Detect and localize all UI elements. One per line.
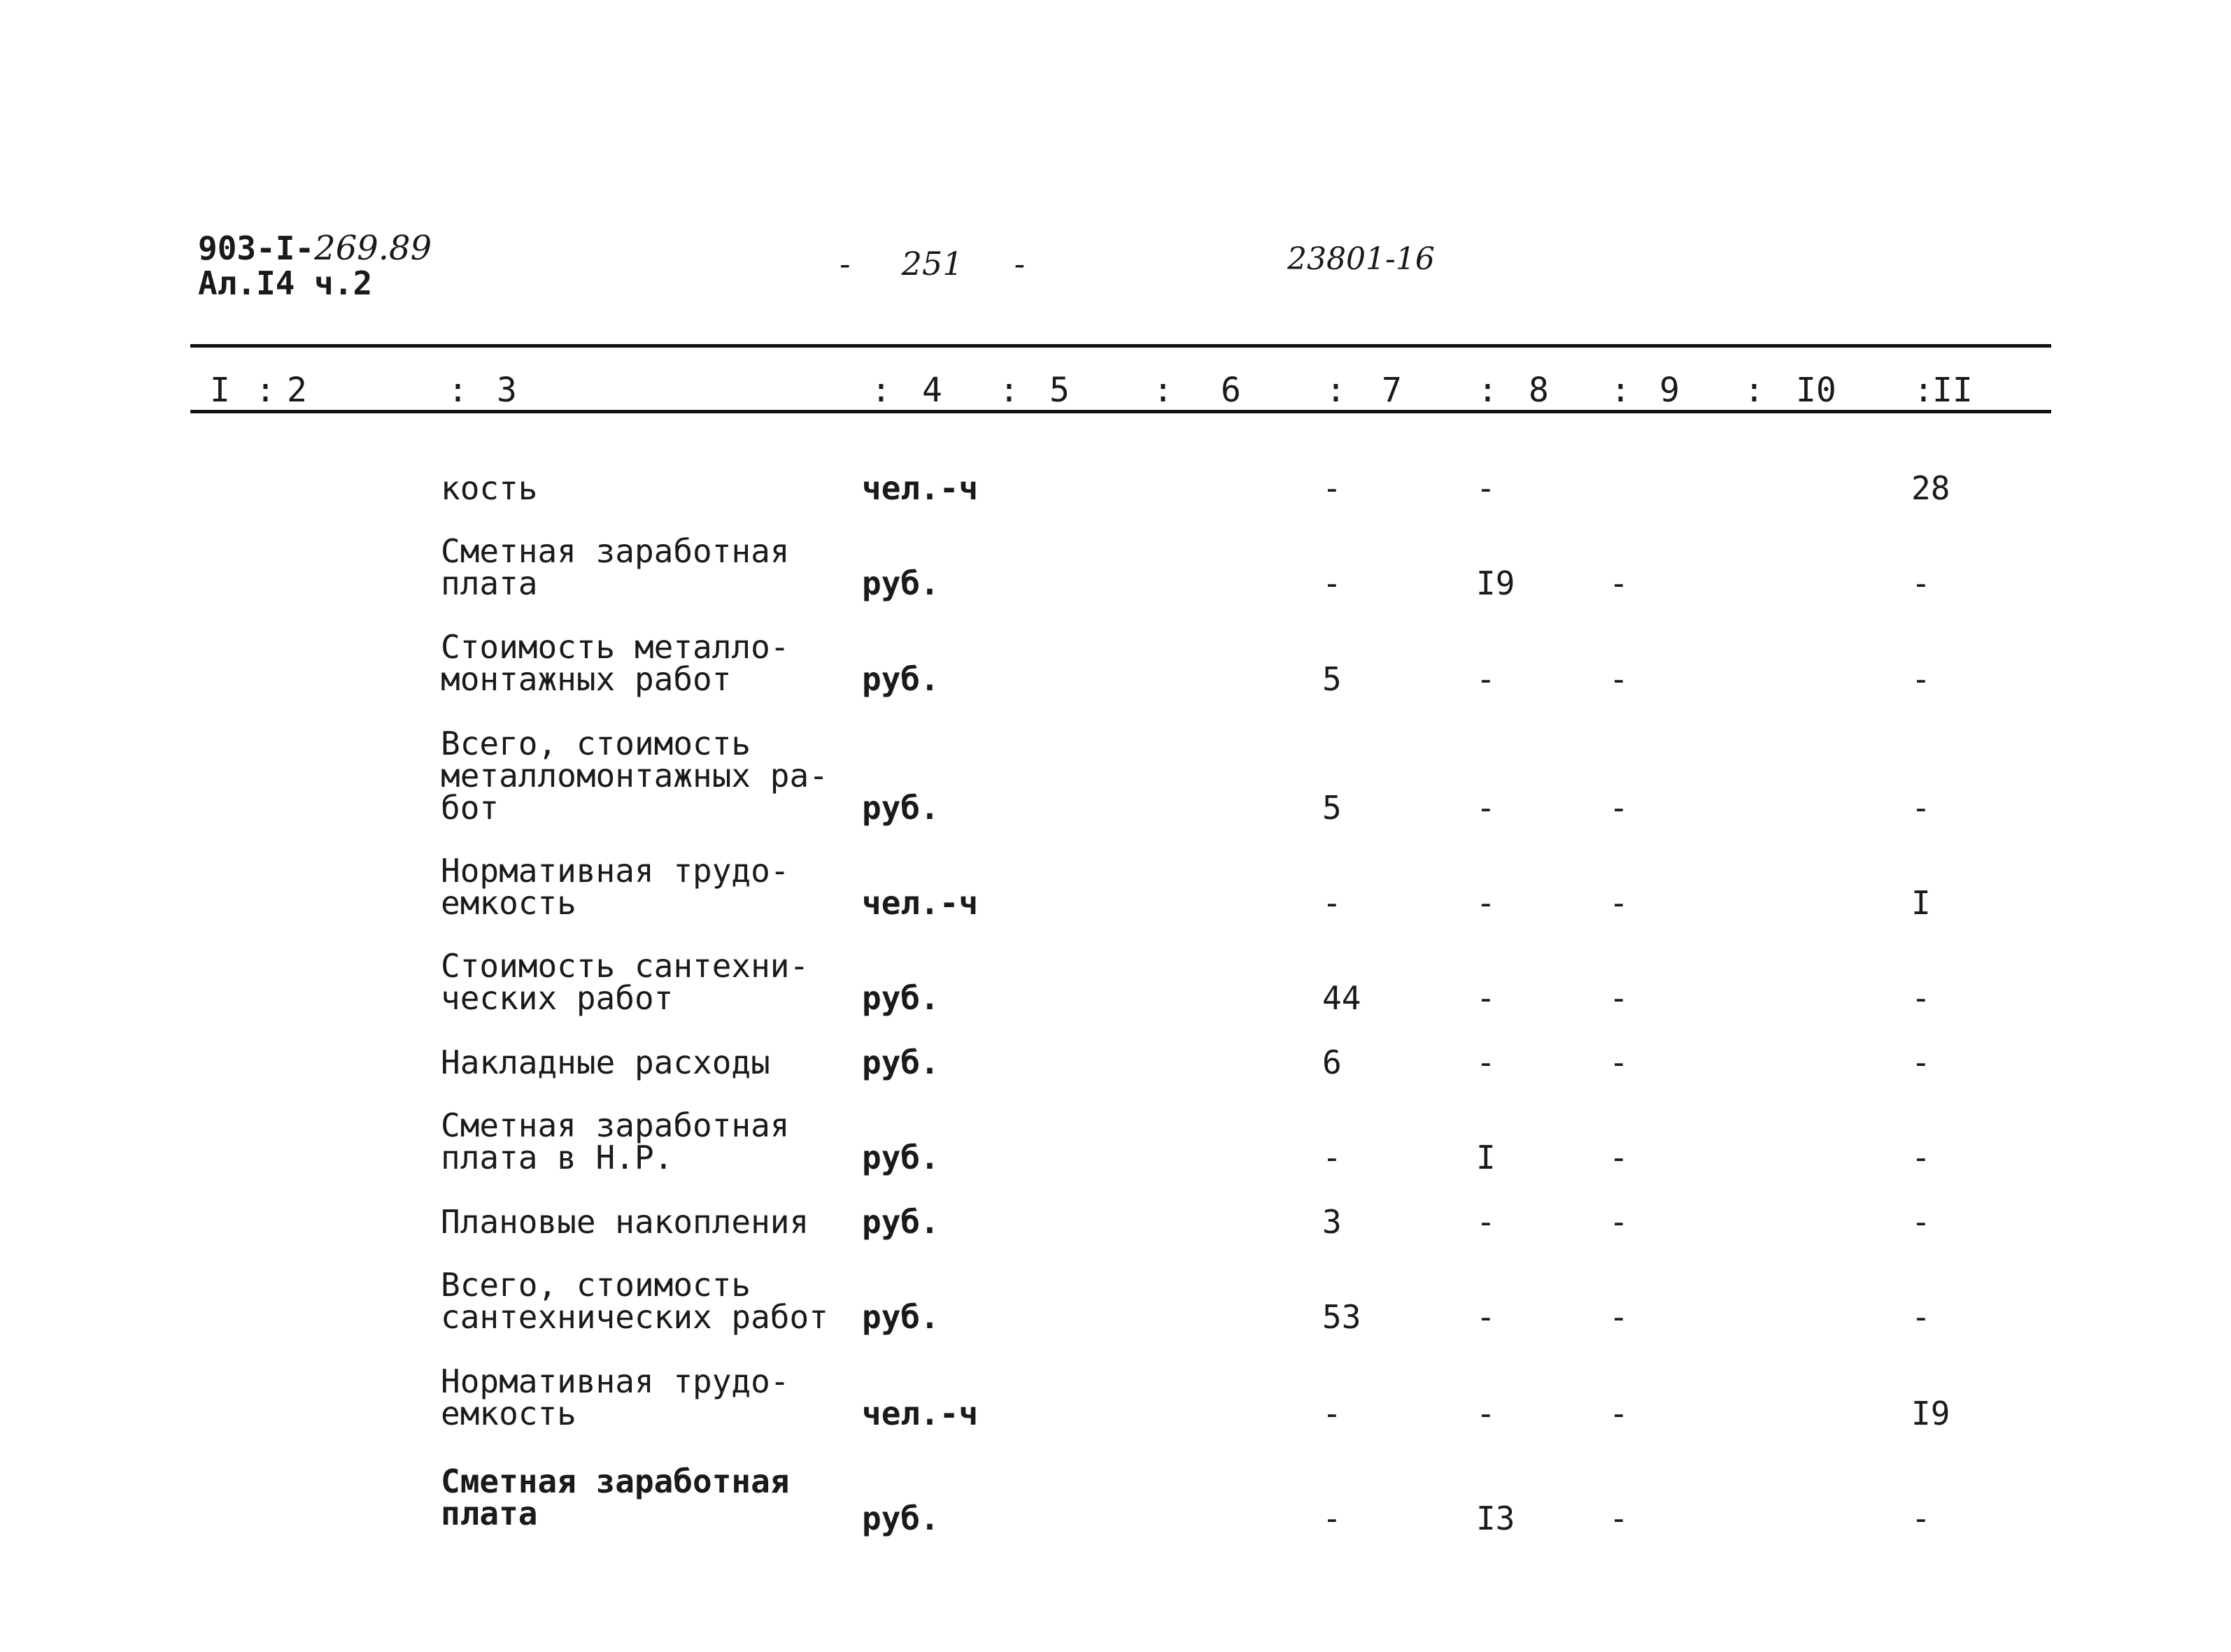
row-col7-value: - [1322, 1395, 1342, 1432]
row-col7-value: - [1322, 1500, 1342, 1537]
row-description: Нормативная трудо- емкость [441, 852, 790, 922]
document-code-handwritten: 269.89 [314, 229, 432, 268]
col-separator: : [871, 371, 891, 410]
document-code-printed: 903-I- [198, 229, 315, 267]
row-col9-value: - [1609, 1139, 1629, 1176]
row-unit: руб. [862, 979, 940, 1017]
col-header-8: 8 [1529, 371, 1549, 410]
row-unit: руб. [862, 1044, 940, 1081]
row-col7-value: 53 [1322, 1298, 1361, 1336]
row-col9-value: - [1609, 789, 1629, 827]
row-col7-value: 5 [1322, 660, 1342, 698]
row-col7-value: 44 [1322, 979, 1361, 1017]
row-col8-value: - [1476, 1044, 1496, 1081]
row-description: Всего, стоимость сантехнических работ [441, 1266, 828, 1336]
row-unit: чел.-ч [862, 1395, 979, 1432]
col-header-2: 2 [287, 371, 307, 410]
row-col9-value: - [1609, 979, 1629, 1017]
row-col11-value: - [1911, 789, 1931, 827]
page-dash-right: - [1014, 245, 1026, 283]
row-unit: руб. [862, 789, 940, 827]
row-col11-value: - [1911, 564, 1931, 602]
col-separator: : [1610, 371, 1631, 410]
page-number-block [840, 245, 1025, 283]
row-col7-value: - [1322, 884, 1342, 922]
row-col9-value: - [1609, 884, 1629, 922]
row-col7-value: 3 [1322, 1203, 1342, 1241]
row-description: Сметная заработная плата в Н.Р. [441, 1106, 790, 1176]
row-col7-value: 5 [1322, 789, 1342, 827]
row-col7-value: 6 [1322, 1044, 1342, 1081]
row-col11-value: - [1911, 1203, 1931, 1241]
row-col9-value: - [1609, 660, 1629, 698]
col-separator: : [448, 371, 468, 410]
row-col8-value: - [1476, 660, 1496, 698]
col-header-10: I0 [1796, 371, 1836, 410]
row-col11-value: - [1911, 1500, 1931, 1537]
row-unit: руб. [862, 564, 940, 602]
col-separator: : [1913, 371, 1934, 410]
inventory-number: 23801-16 [1287, 241, 1435, 277]
col-header-9: 9 [1659, 371, 1680, 410]
row-col11-value: - [1911, 1044, 1931, 1081]
col-separator: : [1153, 371, 1173, 410]
col-header-11: II [1932, 371, 1973, 410]
row-description: Всего, стоимость металломонтажных ра- бот [441, 725, 828, 827]
col-header-3: 3 [497, 371, 517, 410]
col-separator: : [1326, 371, 1346, 410]
row-description: Сметная заработная плата [441, 532, 790, 602]
col-header-7: 7 [1382, 371, 1402, 410]
row-col9-value: - [1609, 1500, 1629, 1537]
row-col7-value: - [1322, 564, 1342, 602]
row-col9-value: - [1609, 564, 1629, 602]
row-col11-value: - [1911, 1298, 1931, 1336]
col-header-5: 5 [1049, 371, 1070, 410]
row-col11-value: 28 [1911, 469, 1950, 507]
col-separator: : [1478, 371, 1498, 410]
row-col11-value: - [1911, 979, 1931, 1017]
row-description: Нормативная трудо- емкость [441, 1362, 790, 1432]
row-unit: руб. [862, 1203, 940, 1241]
row-col9-value: - [1609, 1044, 1629, 1081]
row-col11-value: - [1911, 660, 1931, 698]
row-unit: руб. [862, 1139, 940, 1176]
row-col8-value: - [1476, 789, 1496, 827]
row-col8-value: - [1476, 1298, 1496, 1336]
row-col8-value: - [1476, 1203, 1496, 1241]
table-top-rule [190, 344, 2051, 348]
row-col9-value: - [1609, 1203, 1629, 1241]
album-label: Ал.I4 ч.2 [198, 264, 373, 302]
row-col8-value: - [1476, 979, 1496, 1017]
row-col8-value: - [1476, 1395, 1496, 1432]
col-header-6: 6 [1221, 371, 1241, 410]
row-col7-value: - [1322, 469, 1342, 507]
row-description: Накладные расходы [441, 1044, 770, 1081]
row-col8-value: - [1476, 884, 1496, 922]
col-header-1: I [210, 371, 230, 410]
row-col8-value: I9 [1476, 564, 1515, 602]
row-col9-value: - [1609, 1298, 1629, 1336]
row-col11-value: I [1911, 884, 1931, 922]
col-separator: : [999, 371, 1019, 410]
row-col8-value: I [1476, 1139, 1496, 1176]
row-description: Сметная заработная плата [441, 1462, 790, 1532]
row-unit: чел.-ч [862, 469, 979, 507]
row-col11-value: - [1911, 1139, 1931, 1176]
col-header-4: 4 [922, 371, 942, 410]
row-unit: руб. [862, 1500, 940, 1537]
row-description: Стоимость металло- монтажных работ [441, 628, 790, 698]
col-separator: : [1744, 371, 1764, 410]
row-col8-value: - [1476, 469, 1496, 507]
row-col11-value: I9 [1911, 1395, 1950, 1432]
row-unit: руб. [862, 1298, 940, 1336]
row-description: Плановые накопления [441, 1203, 809, 1241]
table-header-rule [190, 410, 2051, 413]
page-number: 251 [901, 245, 963, 283]
col-separator: : [255, 371, 276, 410]
document-code [198, 231, 432, 266]
row-col8-value: I3 [1476, 1500, 1515, 1537]
row-unit: чел.-ч [862, 884, 979, 922]
page-dash-left: - [840, 245, 851, 283]
row-col7-value: - [1322, 1139, 1342, 1176]
row-description: кость [441, 469, 538, 507]
row-col9-value: - [1609, 1395, 1629, 1432]
row-unit: руб. [862, 660, 940, 698]
document-code-block [198, 231, 432, 301]
row-description: Стоимость сантехни- ческих работ [441, 947, 809, 1017]
